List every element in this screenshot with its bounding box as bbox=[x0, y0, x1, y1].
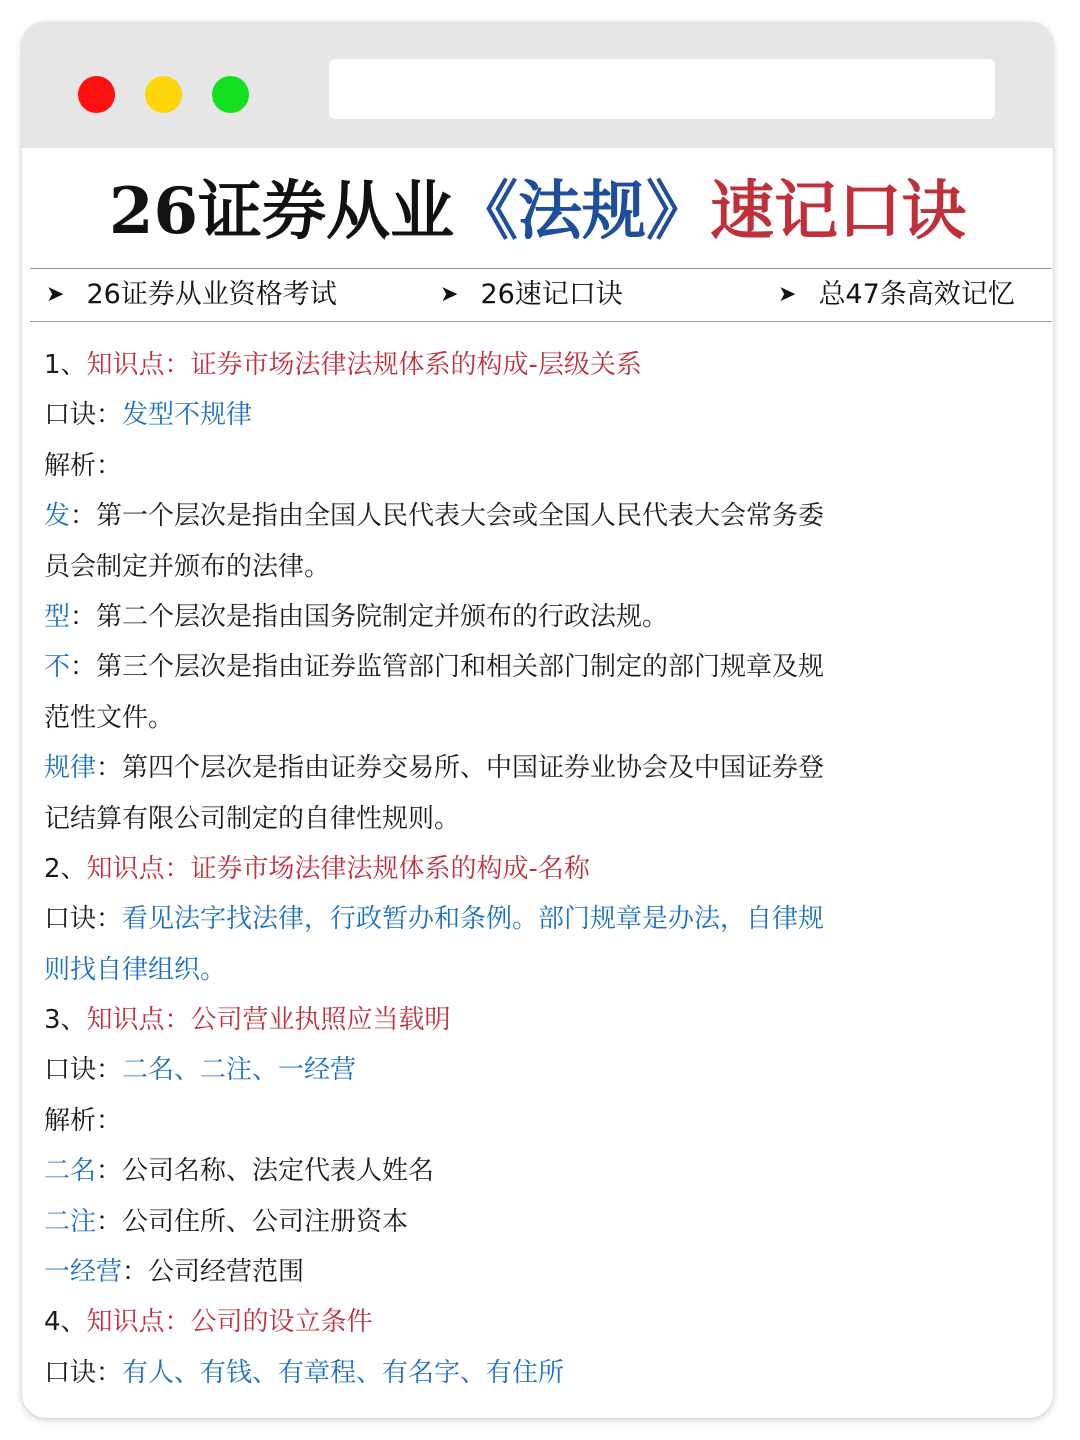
tag-item bbox=[778, 269, 1015, 321]
browser-window bbox=[22, 22, 1053, 1418]
arrow-bullet-icon: ➤ bbox=[778, 282, 797, 307]
point-heading: 2、知识点：证券市场法律法规体系的构成-名称 bbox=[44, 853, 590, 884]
analysis-line: 型：第二个层次是指由国务院制定并颁布的行政法规。 bbox=[44, 601, 669, 632]
mnemonic-line: 则找自律组织。 bbox=[44, 954, 227, 985]
analysis-line: 不：第三个层次是指由证券监管部门和相关部门制定的部门规章及规 bbox=[44, 652, 825, 683]
analysis-line: 二注：公司住所、公司注册资本 bbox=[44, 1206, 409, 1237]
title-part-mnemonic: 速记口诀 bbox=[710, 174, 967, 249]
minimize-window-button[interactable] bbox=[145, 76, 182, 113]
window-titlebar bbox=[22, 22, 1053, 148]
analysis-line: 发：第一个层次是指由全国人民代表大会或全国人民代表大会常务委 bbox=[44, 501, 825, 532]
analysis-label: 解析： bbox=[44, 450, 123, 481]
tag-label: 26证券从业资格考试 bbox=[86, 279, 337, 310]
analysis-line: 二名：公司名称、法定代表人姓名 bbox=[44, 1156, 435, 1187]
point-heading: 1、知识点：证券市场法律法规体系的构成-层级关系 bbox=[44, 350, 642, 380]
maximize-window-button[interactable] bbox=[212, 76, 249, 113]
point-heading: 3、知识点：公司营业执照应当载明 bbox=[44, 1005, 451, 1036]
mnemonic-content bbox=[44, 340, 944, 1398]
analysis-label: 解析： bbox=[44, 1105, 123, 1136]
mnemonic-line: 口诀：有人、有钱、有章程、有名字、有住所 bbox=[44, 1357, 565, 1388]
analysis-line: 记结算有限公司制定的自律性规则。 bbox=[44, 803, 461, 834]
tag-label: 总47条高效记忆 bbox=[818, 279, 1015, 310]
tag-item bbox=[46, 269, 337, 321]
close-window-button[interactable] bbox=[78, 76, 115, 113]
arrow-bullet-icon: ➤ bbox=[440, 282, 459, 307]
arrow-bullet-icon: ➤ bbox=[46, 282, 65, 307]
mnemonic-line: 口诀：二名、二注、一经营 bbox=[44, 1055, 357, 1086]
tag-label: 26速记口诀 bbox=[480, 279, 623, 310]
analysis-line: 范性文件。 bbox=[44, 702, 175, 733]
title-part-exam: 26证券从业 bbox=[108, 174, 455, 249]
analysis-line: 一经营：公司经营范围 bbox=[44, 1257, 305, 1288]
analysis-line: 员会制定并颁布的法律。 bbox=[44, 551, 331, 582]
mnemonic-line: 口诀：发型不规律 bbox=[44, 400, 253, 431]
title-part-subject: 《法规》 bbox=[454, 174, 711, 249]
address-bar[interactable] bbox=[329, 59, 995, 119]
point-heading: 4、知识点：公司的设立条件 bbox=[44, 1307, 373, 1338]
mnemonic-line: 口诀：看见法字找法律，行政暂办和条例。部门规章是办法，自律规 bbox=[44, 904, 825, 935]
analysis-line: 规律：第四个层次是指由证券交易所、中国证券业协会及中国证券登 bbox=[44, 753, 825, 784]
tag-item bbox=[440, 269, 623, 321]
tag-bar bbox=[30, 268, 1052, 322]
page-title bbox=[22, 172, 1053, 252]
